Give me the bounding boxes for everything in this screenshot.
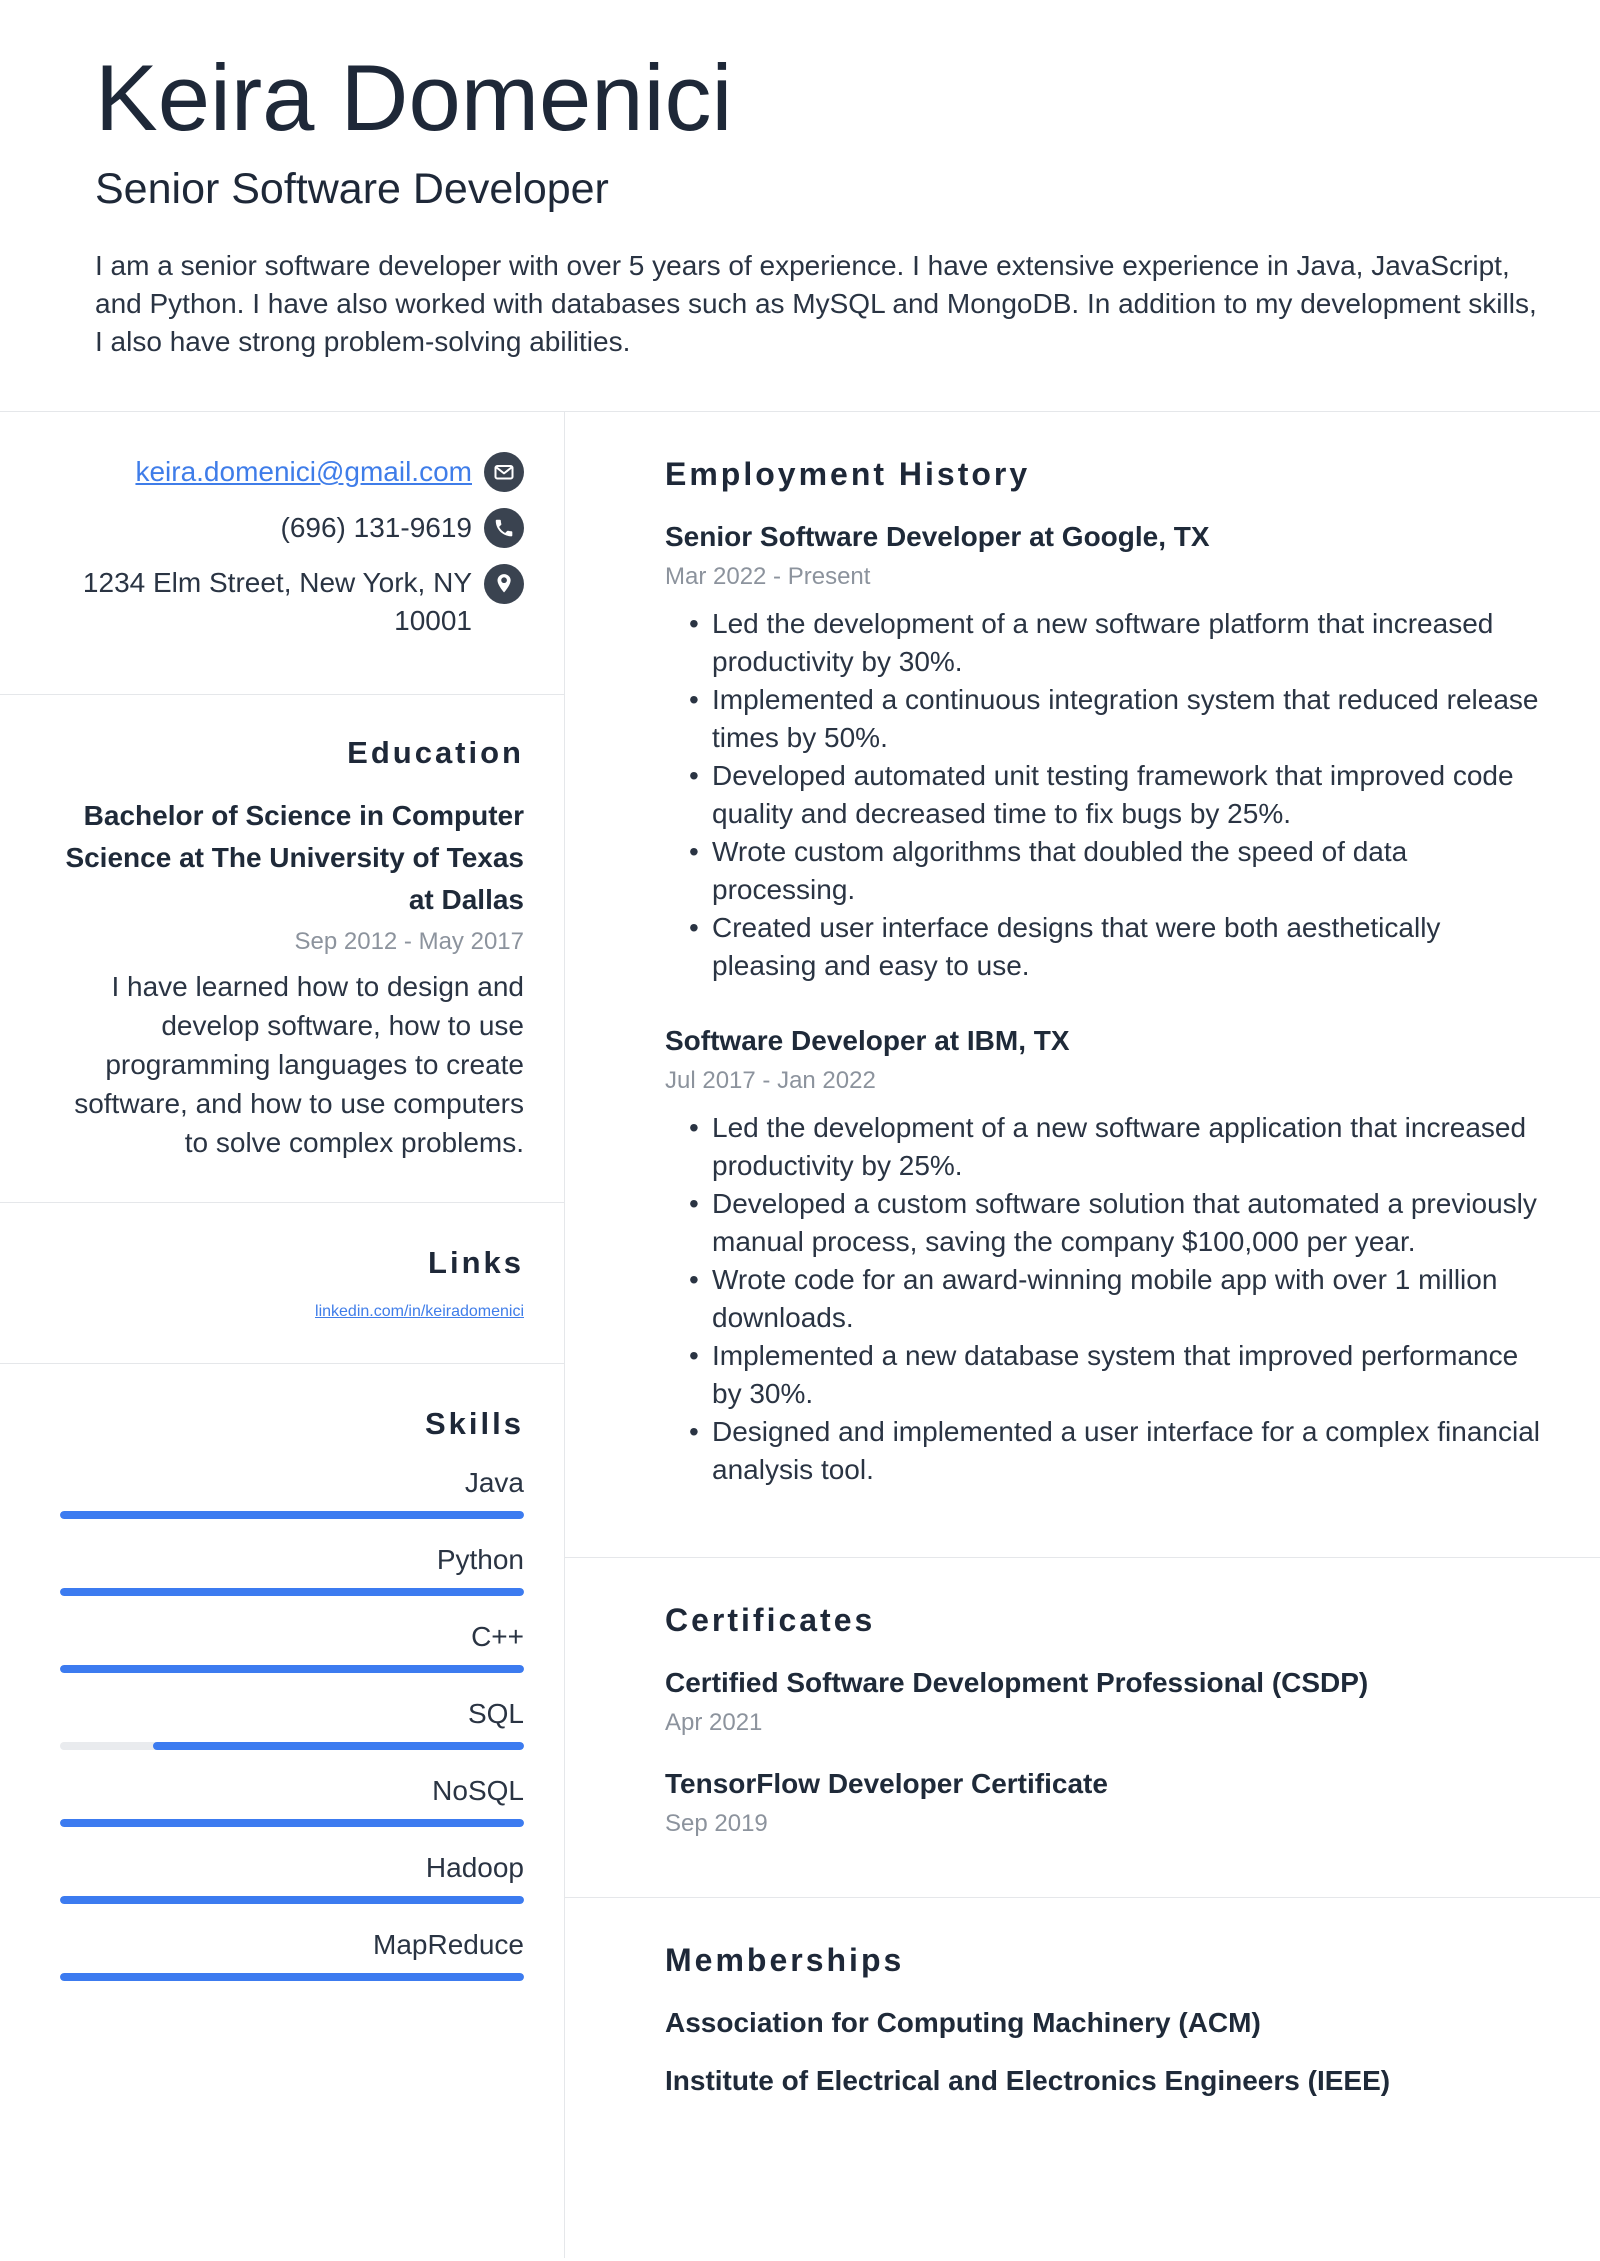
membership-entry: Association for Computing Machinery (ACM) xyxy=(665,2007,1261,2039)
skill-item xyxy=(60,1928,524,1981)
skill-item xyxy=(60,1620,524,1673)
email-link[interactable]: keira.domenici@gmail.com xyxy=(135,456,472,488)
skill-bar-fill xyxy=(60,1511,524,1519)
skills-heading: Skills xyxy=(425,1406,524,1442)
content-columns xyxy=(0,412,1600,2258)
skill-label: Java xyxy=(464,1467,524,1499)
links-heading: Links xyxy=(428,1245,524,1281)
skill-label: MapReduce xyxy=(373,1929,524,1961)
certificate-date: Apr 2021 xyxy=(665,1709,763,1737)
job-bullet-list xyxy=(665,605,1540,985)
contact-email-row xyxy=(60,452,524,492)
links-section xyxy=(0,1202,564,1363)
skill-bar-fill xyxy=(60,1896,524,1904)
certificates-section xyxy=(565,1557,1600,1897)
job-bullet: • Created user interface designs that were both aesthetically pleasing and easy to use. xyxy=(665,909,1540,985)
membership-entry: Institute of Electrical and Electronics Engineers (IEEE) xyxy=(665,2065,1391,2097)
skills-list xyxy=(60,1466,524,1981)
education-section xyxy=(0,694,564,1202)
skill-item xyxy=(60,1466,524,1519)
skill-bar-track xyxy=(60,1511,524,1519)
memberships-section xyxy=(565,1897,1600,2151)
education-description: I have learned how to design and develop software, how to use programming languages to create software, and how to use computers to solve complex problems. xyxy=(74,971,524,1159)
job-bullet: • Wrote custom algorithms that doubled the speed of data processing. xyxy=(665,833,1540,909)
education-heading: Education xyxy=(347,735,524,771)
skill-item xyxy=(60,1774,524,1827)
degree-title: Bachelor of Science in Computer Science at The University of Texas at Dallas xyxy=(65,800,524,916)
job-entry-title: Software Developer at IBM, TX xyxy=(665,1025,1070,1057)
contact-address-row xyxy=(60,564,524,640)
skill-bar-track xyxy=(60,1588,524,1596)
skill-item xyxy=(60,1851,524,1904)
contact-section xyxy=(0,412,564,694)
person-job-title: Senior Software Developer xyxy=(95,164,609,213)
certificate-entry xyxy=(665,1766,1540,1839)
skill-label: Python xyxy=(436,1544,524,1576)
skill-bar-fill xyxy=(60,1588,524,1596)
person-name: Keira Domenici xyxy=(95,45,733,150)
job-bullet-list xyxy=(665,1109,1540,1489)
skill-bar-fill xyxy=(153,1742,524,1750)
skill-label: C++ xyxy=(471,1621,524,1653)
skill-bar-track xyxy=(60,1819,524,1827)
skill-bar-track xyxy=(60,1665,524,1673)
linkedin-link[interactable]: linkedin.com/in/keiradomenici xyxy=(315,1303,524,1321)
sidebar xyxy=(0,412,565,2258)
employment-section xyxy=(565,412,1600,1557)
job-bullet: • Led the development of a new software platform that increased productivity by 30%. xyxy=(665,605,1540,681)
employment-heading: Employment History xyxy=(665,456,1031,493)
certificates-heading: Certificates xyxy=(665,1602,876,1639)
job-bullet: • Developed a custom software solution that automated a previously manual process, saving the company $100,000 per year. xyxy=(665,1185,1540,1261)
contact-phone-row xyxy=(60,508,524,548)
phone-number: (696) 131-9619 xyxy=(280,512,472,544)
education-dates: Sep 2012 - May 2017 xyxy=(294,928,524,956)
skill-bar-fill xyxy=(60,1819,524,1827)
certificate-title: TensorFlow Developer Certificate xyxy=(665,1768,1108,1800)
job-bullet: • Developed automated unit testing framework that improved code quality and decreased time to fix bugs by 25%. xyxy=(665,757,1540,833)
main-column xyxy=(565,412,1600,2258)
job-bullet: • Designed and implemented a user interface for a complex financial analysis tool. xyxy=(665,1413,1540,1489)
skill-label: NoSQL xyxy=(432,1775,524,1807)
skill-label: SQL xyxy=(467,1698,524,1730)
certificate-date: Sep 2019 xyxy=(665,1810,768,1838)
address xyxy=(83,564,472,640)
job-bullet: • Wrote code for an award-winning mobile app with over 1 million downloads. xyxy=(665,1261,1540,1337)
job-entry-title: Senior Software Developer at Google, TX xyxy=(665,521,1210,553)
memberships-list xyxy=(665,2005,1540,2099)
address-line-1: 1234 Elm Street, New York, NY xyxy=(82,567,472,599)
skill-item xyxy=(60,1543,524,1596)
phone-icon xyxy=(484,508,524,548)
job-entry-dates: Mar 2022 - Present xyxy=(665,563,871,591)
certificates-list xyxy=(665,1665,1540,1839)
skill-label: Hadoop xyxy=(425,1852,524,1884)
address-line-2: 10001 xyxy=(394,605,472,637)
job-bullet: • Implemented a new database system that improved performance by 30%. xyxy=(665,1337,1540,1413)
skill-item xyxy=(60,1697,524,1750)
certificate-title: Certified Software Development Professional (CSDP) xyxy=(665,1667,1369,1699)
job-bullet: • Implemented a continuous integration system that reduced release times by 50%. xyxy=(665,681,1540,757)
memberships-heading: Memberships xyxy=(665,1942,905,1979)
certificate-entry xyxy=(665,1665,1540,1738)
skill-bar-track xyxy=(60,1896,524,1904)
skills-section xyxy=(0,1363,564,2045)
envelope-icon xyxy=(484,452,524,492)
job-entry xyxy=(665,1023,1540,1489)
skill-bar-fill xyxy=(60,1665,524,1673)
job-bullet: • Led the development of a new software application that increased productivity by 25%. xyxy=(665,1109,1540,1185)
skill-bar-track xyxy=(60,1973,524,1981)
job-entry-dates: Jul 2017 - Jan 2022 xyxy=(665,1067,876,1095)
job-entry xyxy=(665,519,1540,985)
location-pin-icon xyxy=(484,564,524,604)
profile-summary: I am a senior software developer with over 5 years of experience. I have extensive experience in Java, JavaScript, and Python. I have also worked with databases such as MySQL and MongoDB. In addition to my development skills, I also have strong problem-solving abilities. xyxy=(95,250,1537,358)
skill-bar-fill xyxy=(60,1973,524,1981)
jobs-list xyxy=(665,519,1540,1489)
header xyxy=(0,0,1600,412)
skill-bar-track xyxy=(60,1742,524,1750)
